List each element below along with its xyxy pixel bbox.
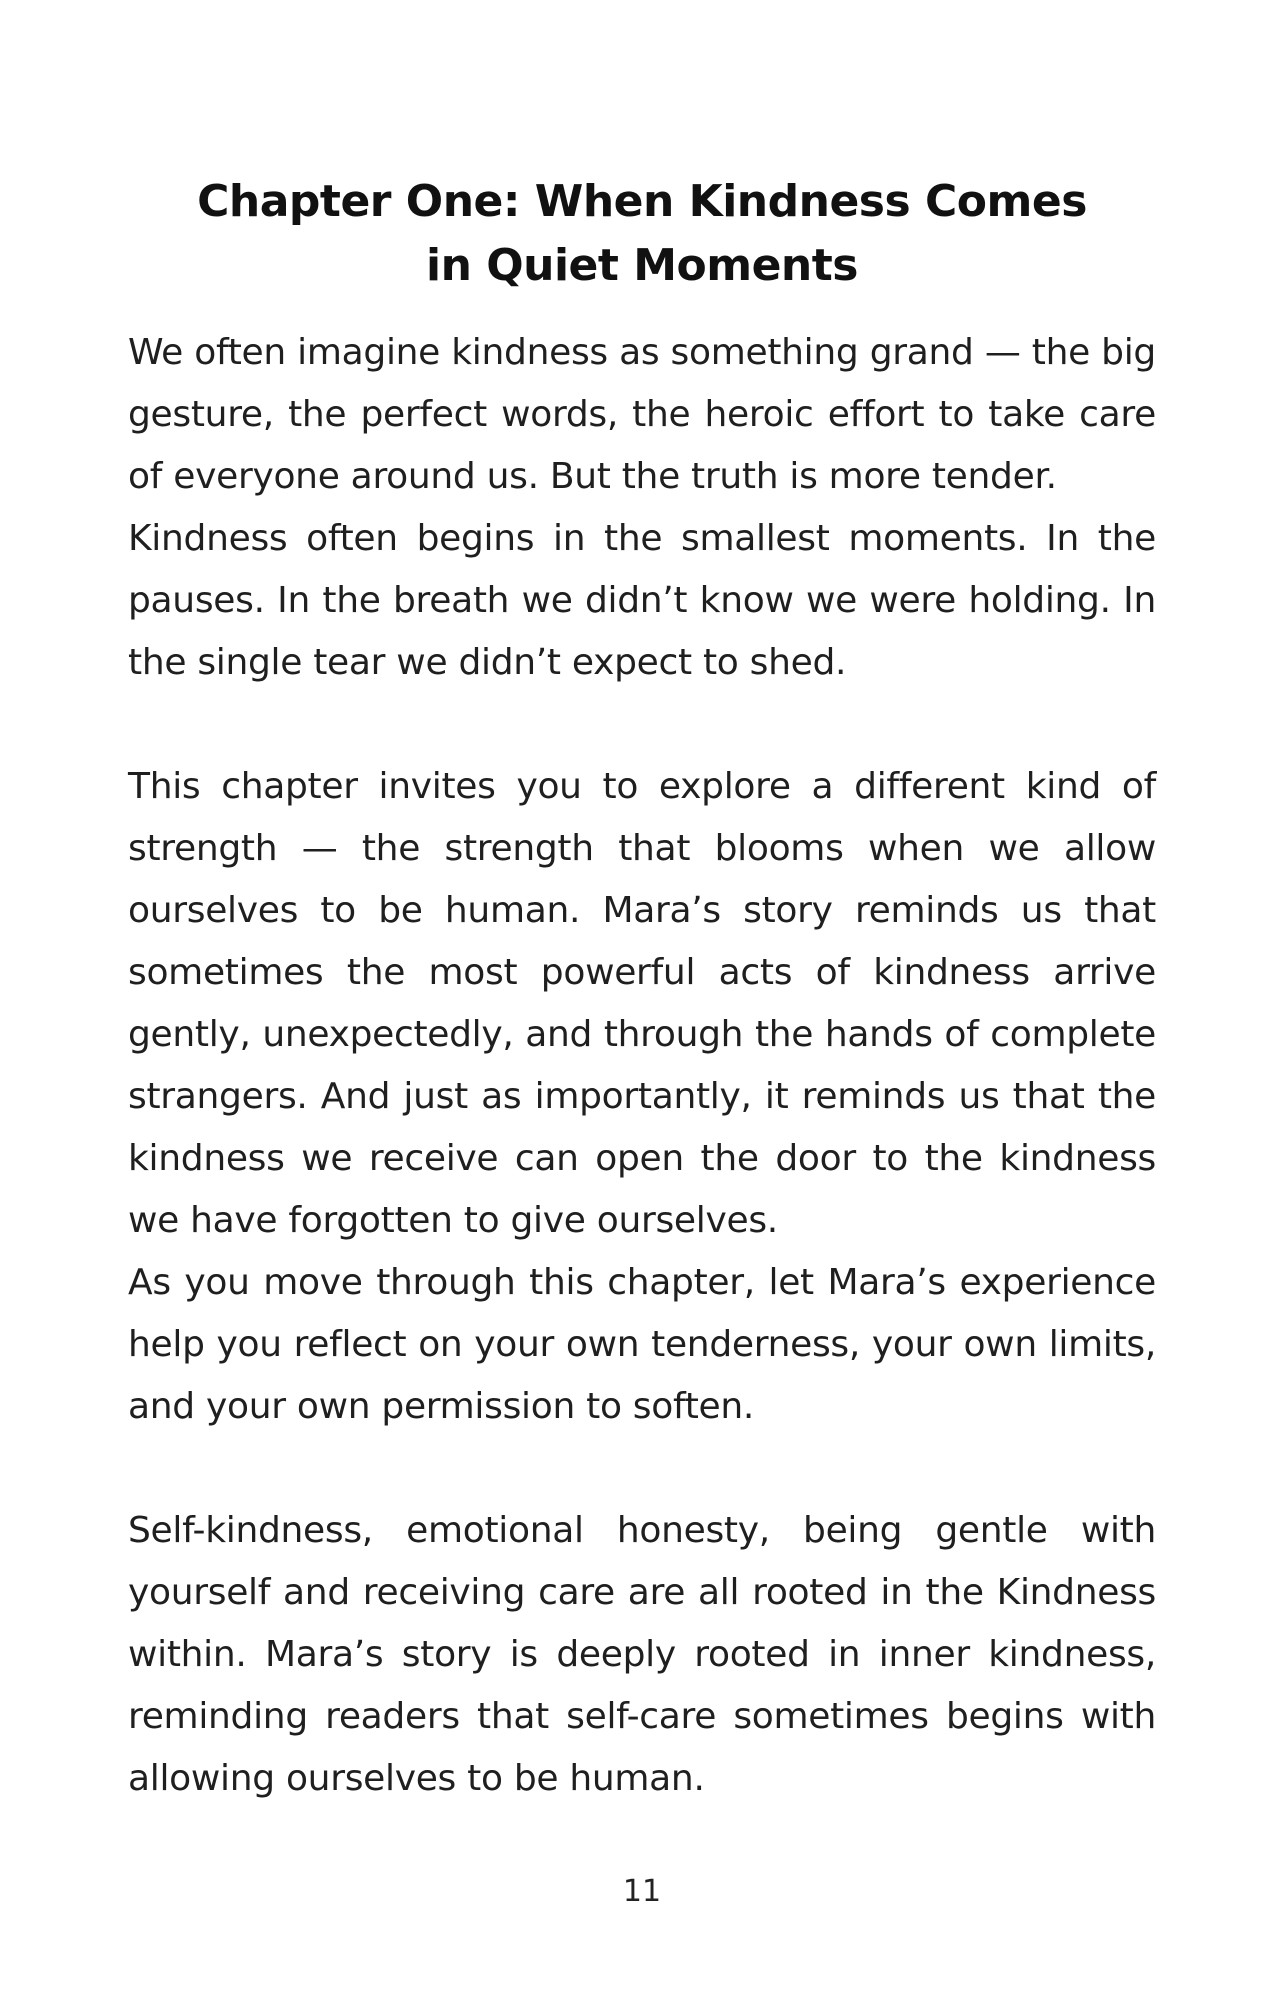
paragraph-spacer [128,1438,1156,1500]
chapter-body [128,322,1156,1810]
chapter-title [128,170,1156,298]
paragraph-self-kindness: Self-kindness, emotional honesty, being gentle with yourself and receiving care are all rooted in the Kindness within. Mara’s story is deeply rooted in inner kindness, reminding readers that self-care sometimes begins with allowing ourselves to be human. [128,1510,1156,1799]
paragraph-small-moments: Kindness often begins in the smallest moments. In the pauses. In the breath we didn’t know we were holding. In the single tear we didn’t expect to shed. [128,518,1156,683]
chapter-title-line-1: Chapter One: When Kindness Comes [197,176,1087,227]
paragraph-intro: We often imagine kindness as something grand — the big gesture, the perfect words, the heroic effort to take care of everyone around us. But the truth is more tender. [128,332,1156,497]
paragraph-spacer [128,694,1156,756]
chapter-title-line-2: in Quiet Moments [426,240,858,291]
paragraph-reflection: As you move through this chapter, let Mara’s experience help you reflect on your own tenderness, your own limits, and your own permission to soften. [128,1262,1156,1427]
page-number: 11 [622,1874,662,1909]
paragraph-invitation: This chapter invites you to explore a different kind of strength — the strength that blooms when we allow ourselves to be human. Mara’s story reminds us that sometimes the most powerful acts of kindness arrive gently, unexpectedly, and through the hands of complete strangers. And just as importantly, it reminds us that the kindness we receive can open the door to the kindness we have forgotten to give ourselves. [128,766,1156,1241]
